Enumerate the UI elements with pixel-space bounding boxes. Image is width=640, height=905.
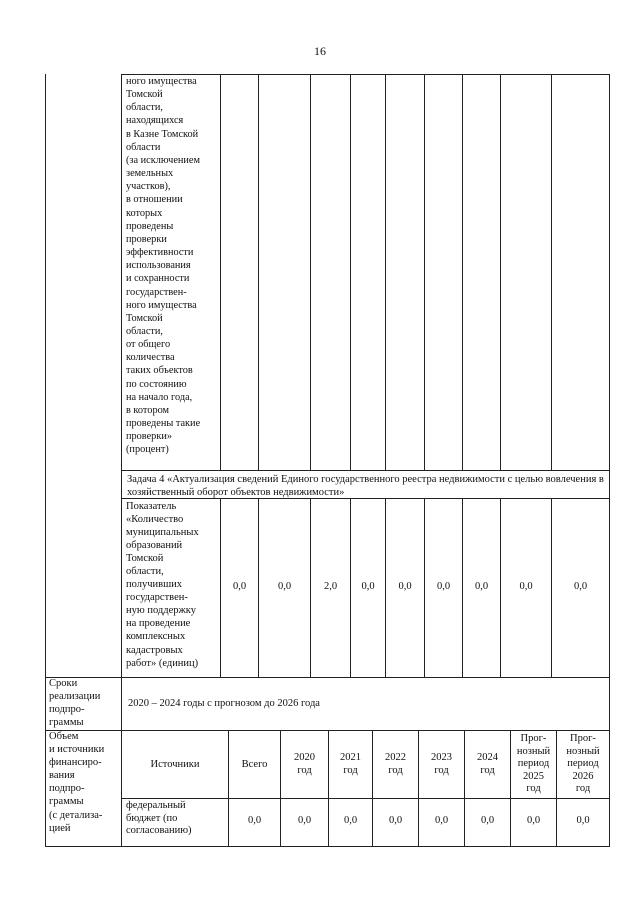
column-divider: [464, 730, 465, 846]
funding-header: Прог- нозный период 2025 год: [516, 733, 551, 795]
row-divider: [121, 470, 610, 471]
row-divider: [121, 798, 610, 799]
indicator-value: 0,0: [474, 581, 489, 592]
column-divider: [220, 74, 221, 470]
column-divider: [418, 730, 419, 846]
funding-value: 0,0: [343, 815, 358, 826]
indicator-value: 0,0: [519, 581, 533, 592]
funding-value: 0,0: [526, 815, 541, 826]
column-divider: [280, 730, 281, 846]
funding-value: 0,0: [247, 815, 262, 826]
funding-header: 2022 год: [385, 752, 406, 776]
column-divider: [372, 730, 373, 846]
indicator-value: 2,0: [323, 581, 338, 592]
terms-value: 2020 – 2024 годы с прогнозом до 2026 года: [128, 698, 320, 709]
indicator-description: ного имущества Томской области, находящихся в Казне Томской области (за исключением земельных участков), в отношении которых проведены проверки эффективности использования и сохранности государствен- ного имущества Томской области, от общего количества таких объектов по состоянию на начало года, в котором проведены такие проверки» (процент): [126, 76, 201, 456]
column-divider: [385, 74, 386, 470]
table-bottom-border: [45, 846, 610, 847]
funding-header: 2021 год: [340, 752, 361, 776]
row-divider: [45, 677, 610, 678]
column-divider: [228, 730, 229, 846]
column-divider: [500, 74, 501, 470]
column-divider: [310, 74, 311, 470]
terms-label: Сроки реализации подпро- граммы: [49, 678, 101, 728]
indicator-value: 0,0: [436, 581, 451, 592]
indicator-description: Показатель «Количество муниципальных образований Томской области, получивших государствен- ную поддержку на проведение комплексных кадастровых работ» (единиц): [126, 501, 199, 669]
column-divider: [424, 74, 425, 470]
funding-header: 2024 год: [477, 752, 498, 776]
indicator-value: 0,0: [573, 581, 588, 592]
column-divider: [551, 74, 552, 470]
funding-value: 0,0: [576, 815, 590, 826]
funding-source-label: федеральный бюджет (по согласованию): [126, 800, 192, 837]
column-divider: [462, 74, 463, 470]
page-number: 16: [314, 44, 326, 58]
task-4-heading: Задача 4 «Актуализация сведений Единого государственного реестра недвижимости с целью вовлечения в хозяйственный оборот объектов недвижимости»: [127, 474, 604, 498]
indicator-value: 0,0: [398, 581, 412, 592]
indicator-value: 0,0: [232, 581, 247, 592]
funding-header: Прог- нозный период 2026 год: [566, 733, 600, 795]
funding-value: 0,0: [388, 815, 403, 826]
funding-label: Объем и источники финансиро- вания подпро- граммы (с детализа- цией: [49, 731, 105, 834]
funding-value: 0,0: [297, 815, 312, 826]
funding-value: 0,0: [480, 815, 495, 826]
funding-value: 0,0: [434, 815, 449, 826]
column-divider: [328, 730, 329, 846]
funding-header: 2023 год: [431, 752, 452, 776]
indicator-value: 0,0: [361, 581, 375, 592]
column-divider: [350, 74, 351, 470]
funding-header: 2020 год: [294, 752, 315, 776]
funding-header: Всего: [241, 759, 268, 770]
funding-header: Источники: [150, 759, 200, 770]
indicator-value: 0,0: [277, 581, 292, 592]
column-divider: [258, 74, 259, 470]
